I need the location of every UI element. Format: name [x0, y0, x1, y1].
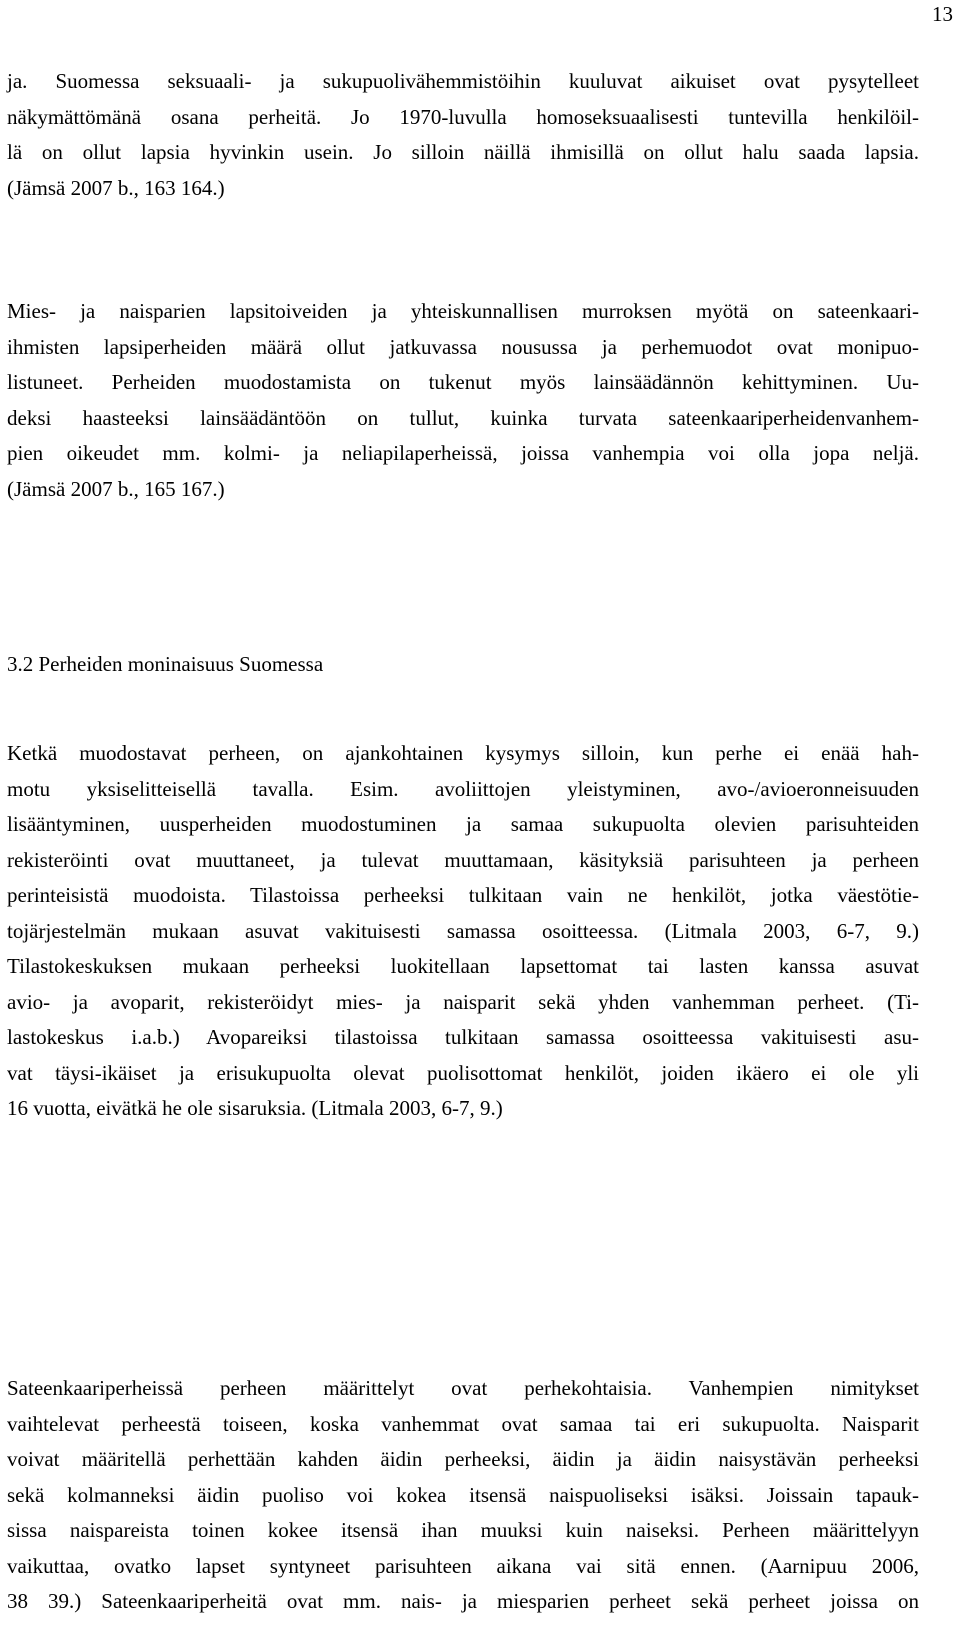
text-line: Tilastokeskuksen mukaan perheeksi luokitellaan lapsettomat tai lasten kanssa asuvat: [7, 954, 919, 978]
paragraph-2: [7, 294, 919, 507]
text-line: näkymättömänä osana perheitä. Jo 1970-luvulla homoseksuaalisesti tuntevilla henkilöil-: [7, 104, 919, 129]
text-line: listuneet. Perheiden muodostamista on tukenut myös lainsäädännön kehittyminen. Uu-: [7, 370, 919, 394]
text-line: ihmisten lapsiperheiden määrä ollut jatkuvassa nousussa ja perhemuodot ovat monipuo-: [7, 334, 919, 359]
text-line: perinteisistä muodoista. Tilastoissa perheeksi tulkitaan vain ne henkilöt, jotka väestötie-: [7, 883, 919, 907]
text-line: Ketkä muodostavat perheen, on ajankohtainen kysymys silloin, kun perhe ei enää hah-: [7, 741, 919, 765]
text-line: Sateenkaariperheissä perheen määrittelyt ovat perhekohtaisia. Vanhempien nimitykset: [7, 1376, 919, 1400]
text-line: sekä kolmanneksi äidin puoliso voi kokea itsensä naispuoliseksi isäksi. Joissain tapauk-: [7, 1482, 919, 1507]
text-line: lastokeskus i.a.b.) Avopareiksi tilastoissa tulkitaan samassa osoitteessa vakituisesti asu-: [7, 1025, 919, 1049]
text-line: lisääntyminen, uusperheiden muodostuminen ja samaa sukupuolta olevien parisuhteiden: [7, 812, 919, 836]
text-line: vaikuttaa, ovatko lapset syntyneet parisuhteen aikana vai sitä ennen. (Aarnipuu 2006,: [7, 1553, 919, 1578]
text-line: rekisteröinti ovat muuttaneet, ja tulevat muuttamaan, käsityksiä parisuhteen ja perheen: [7, 847, 919, 872]
text-line: deksi haasteeksi lainsäädäntöön on tullut, kuinka turvata sateenkaariperheidenvanhem-: [7, 405, 919, 430]
text-line: motu yksiselitteisellä tavalla. Esim. avoliittojen yleistyminen, avo-/avioeronneisuuden: [7, 776, 919, 801]
text-line: vaihtelevat perheestä toiseen, koska vanhemmat ovat samaa tai eri sukupuolta. Naisparit: [7, 1411, 919, 1436]
text-line: avio- ja avoparit, rekisteröidyt mies- ja naisparit sekä yhden vanhemman perheet. (Ti-: [7, 989, 919, 1014]
text-line: sissa naispareista toinen kokee itsensä ihan muuksi kuin naiseksi. Perheen määrittelyyn: [7, 1518, 919, 1542]
text-line: tojärjestelmän mukaan asuvat vakituisesti samassa osoitteessa. (Litmala 2003, 6-7, 9.): [7, 918, 919, 943]
paragraph-3: [7, 736, 919, 1127]
text-line: 38 39.) Sateenkaariperheitä ovat mm. nais- ja miesparien perheet sekä perheet joissa on: [7, 1589, 919, 1613]
text-line: ja. Suomessa seksuaali- ja sukupuolivähemmistöihin kuuluvat aikuiset ovat pysytelleet: [7, 69, 919, 93]
paragraph-4: [7, 1371, 919, 1620]
paragraph-1: [7, 64, 919, 206]
text-line: (Jämsä 2007 b., 165 167.): [7, 476, 225, 501]
text-line: Mies- ja naisparien lapsitoiveiden ja yhteiskunnallisen murroksen myötä on sateenkaari-: [7, 299, 919, 323]
text-line: voivat määritellä perhettään kahden äidin perheeksi, äidin ja äidin naisystävän perheeksi: [7, 1447, 919, 1471]
text-line: 16 vuotta, eivätkä he ole sisaruksia. (Litmala 2003, 6-7, 9.): [7, 1096, 503, 1120]
text-line: lä on ollut lapsia hyvinkin usein. Jo silloin näillä ihmisillä on ollut halu saada lapsia.: [7, 140, 919, 164]
page-number: 13: [932, 2, 953, 26]
text-line: (Jämsä 2007 b., 163 164.): [7, 175, 225, 200]
text-line: vat täysi-ikäiset ja erisukupuolta olevat puolisottomat henkilöt, joiden ikäero ei ole yli: [7, 1060, 919, 1085]
text-line: pien oikeudet mm. kolmi- ja neliapilaperheissä, joissa vanhempia voi olla jopa neljä.: [7, 441, 919, 465]
section-heading: 3.2 Perheiden moninaisuus Suomessa: [7, 652, 324, 676]
